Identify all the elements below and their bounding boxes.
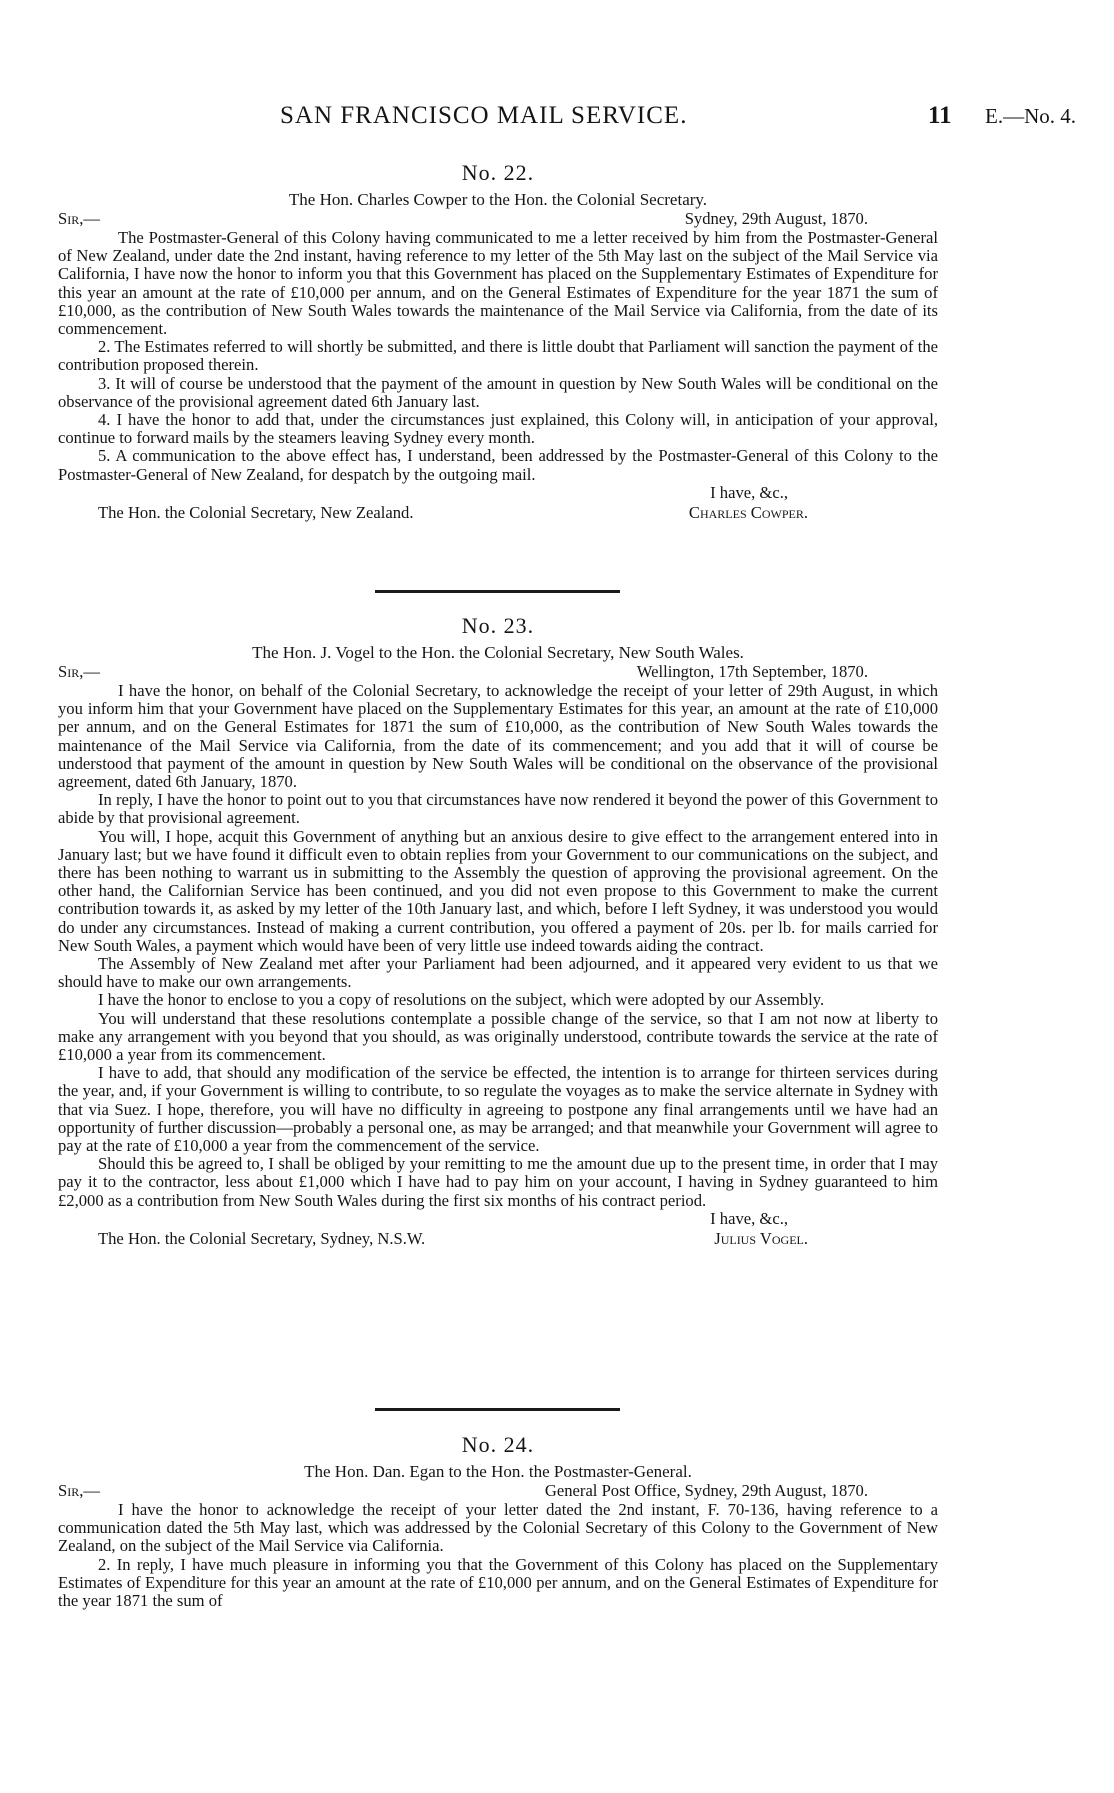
paragraph: Should this be agreed to, I shall be obliged by your remitting to me the amount due up to the present time, in order that I may pay it to the contractor, less about £1,000 which I have had to pay him on your account, I having in Sydney guaranteed to him £2,000 as a contribution from New South Wales during the first six months of his contract period. xyxy=(58,1154,938,1210)
place-date: General Post Office, Sydney, 29th August, 1870. xyxy=(544,1481,868,1500)
page-number: 11 xyxy=(928,102,952,129)
signature: Charles Cowper. xyxy=(688,503,808,523)
paragraph: I have the honor to acknowledge the receipt of your letter dated the 2nd instant, F. 70-136, having reference to a communication dated the 5th May last, which was addressed by the Colonial Secretary of this Colony to the Government of New Zealand, on the subject of the Mail Service via California. xyxy=(58,1500,938,1556)
closing: I have, &c., xyxy=(710,482,788,502)
salutation-row xyxy=(58,210,938,229)
paragraph: The Assembly of New Zealand met after your Parliament had been adjourned, and it appeared very evident to us that we should have to make our own arrangements. xyxy=(58,954,938,992)
paragraph: 2. In reply, I have much pleasure in informing you that the Government of this Colony has placed on the Supplementary Estimates of Expenditure for this year an amount at the rate of £10,000 per annum, and on the General Estimates of Expenditure for the year 1871 the sum of xyxy=(58,1554,938,1611)
signature: Julius Vogel. xyxy=(714,1229,808,1249)
section-divider xyxy=(375,1408,620,1411)
paragraph: The Postmaster-General of this Colony having communicated to me a letter received by him from the Postmaster-General of New Zealand, under date the 2nd instant, having reference to my letter of the 5th May last on the subject of the Mail Service via California, I have now the honor to inform you that this Government has placed on the Supplementary Estimates of Expenditure for this year an amount at the rate of £10,000 per annum, and on the General Estimates of Expenditure for the year 1871 the sum of £10,000, as the contribution of New South Wales towards the maintenance of the Mail Service via California, from the date of its commencement. xyxy=(58,228,938,339)
recipient: The Hon. the Colonial Secretary, Sydney, N.S.W. xyxy=(98,1229,426,1249)
running-header xyxy=(0,102,1114,136)
paragraph: You will understand that these resolutions contemplate a possible change of the service, so that I am not now at liberty to make any arrangement with you beyond that you should, as was originally understood, contribute towards the service at the rate of £10,000 a year from its commencement. xyxy=(58,1008,938,1065)
letter-no-22 xyxy=(58,160,938,526)
paragraph: In reply, I have the honor to point out to you that circumstances have now rendered it beyond the power of this Government to abide by that provisional agreement. xyxy=(58,790,938,828)
letter-number: No. 22. xyxy=(461,160,535,185)
salutation: Sir,— xyxy=(58,209,100,228)
paragraph: I have the honor to enclose to you a copy of resolutions on the subject, which were adopted by our Assembly. xyxy=(98,990,825,1010)
signature-row xyxy=(58,504,938,526)
place-date: Sydney, 29th August, 1870. xyxy=(684,209,868,228)
paragraph: I have to add, that should any modification of the service be effected, the intention is to arrange for thirteen services during the year, and, if your Government is willing to contribute, to so regulate the voyages as to make the service alternate in Sydney with that via Suez. I hope, therefore, you will have no difficulty in agreeing to postpone any final arrangements until we have had an opportunity of further discussion—probably a personal one, as may be arranged; and that meanwhile your Government will agree to pay at the rate of £10,000 a year from the commencement of the service. xyxy=(58,1063,938,1156)
paragraph: 3. It will of course be understood that the payment of the amount in question by New South Wales will be conditional on the observance of the provisional agreement dated 6th January last. xyxy=(58,373,938,411)
closing: I have, &c., xyxy=(710,1208,788,1228)
letter-number: No. 23. xyxy=(461,613,535,638)
letter-address: The Hon. J. Vogel to the Hon. the Colonial Secretary, New South Wales. xyxy=(252,643,744,662)
paragraph: You will, I hope, acquit this Government of anything but an anxious desire to give effect to the arrangement entered into in January last; but we have found it difficult even to obtain replies from your Government to our communications on the subject, and there has been nothing to warrant us in submitting to the Assembly the question of approving the provisional agreement. On the other hand, the Californian Service has been continued, and you did not even propose to this Government to make the current contribution towards it, as asked by my letter of the 10th January last, and which, before I left Sydney, it was understood you would do under any circumstances. Instead of making a current contribution, you offered a payment of 20s. per lb. for mails carried for New South Wales, a payment which would have been of very little use indeed towards aiding the contract. xyxy=(58,826,938,955)
salutation-row xyxy=(58,1482,938,1501)
salutation-row xyxy=(58,663,938,682)
paragraph: I have the honor, on behalf of the Colonial Secretary, to acknowledge the receipt of your letter of 29th August, in which you inform him that your Government have placed on the Supplementary Estimates for this year, an amount at the rate of £10,000 per annum, and on the General Estimates for 1871 the sum of £10,000, as the contribution of New South Wales towards the maintenance of the Mail Service via California, from the date of its commencement; and you add that it will of course be understood that payment of the amount in question by New South Wales will be conditional on the observance of the provisional agreement, dated 6th January, 1870. xyxy=(58,681,938,792)
paragraph: 4. I have the honor to add that, under the circumstances just explained, this Colony will, in anticipation of your approval, continue to forward mails by the steamers leaving Sydney every month. xyxy=(58,410,938,448)
recipient: The Hon. the Colonial Secretary, New Zealand. xyxy=(98,503,414,523)
letter-no-24 xyxy=(58,1432,938,1610)
letter-number: No. 24. xyxy=(461,1432,535,1457)
place-date: Wellington, 17th September, 1870. xyxy=(636,662,868,681)
letter-no-23 xyxy=(58,613,938,1252)
paper-reference: E.—No. 4. xyxy=(985,104,1076,128)
salutation: Sir,— xyxy=(58,662,100,681)
running-title: SAN FRANCISCO MAIL SERVICE. xyxy=(280,102,688,129)
signature-row xyxy=(58,1230,938,1252)
letter-address: The Hon. Dan. Egan to the Hon. the Postmaster-General. xyxy=(304,1462,692,1481)
paragraph: 5. A communication to the above effect has, I understand, been addressed by the Postmaster-General of this Colony to the Postmaster-General of New Zealand, for despatch by the outgoing mail. xyxy=(58,446,938,484)
paragraph: 2. The Estimates referred to will shortly be submitted, and there is little doubt that Parliament will sanction the payment of the contribution proposed therein. xyxy=(58,337,938,375)
letter-address: The Hon. Charles Cowper to the Hon. the Colonial Secretary. xyxy=(288,190,708,209)
section-divider xyxy=(375,590,620,593)
salutation: Sir,— xyxy=(58,1481,100,1500)
